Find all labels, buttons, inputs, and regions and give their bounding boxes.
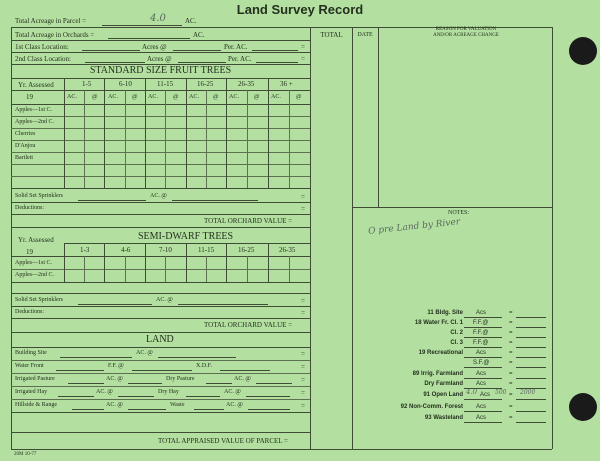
form-number: 20M 10-77 <box>14 452 37 457</box>
code-unit: S.F.@ <box>473 360 490 366</box>
std-ac-2: AC. <box>108 94 118 100</box>
row-line <box>11 360 310 361</box>
land-line <box>60 357 132 358</box>
code-line <box>516 378 546 379</box>
code-line <box>464 378 502 379</box>
land-dry-hay: Dry Hay <box>158 389 179 395</box>
land-line <box>56 370 104 371</box>
code-eq: = <box>509 350 513 356</box>
land-water-eq: = <box>301 363 305 371</box>
std-at-6: @ <box>296 94 302 100</box>
semi-yr-assessed: Yr. Assessed <box>18 236 54 244</box>
land-line <box>58 396 94 397</box>
code-line <box>516 411 546 412</box>
land-hay-eq: = <box>301 389 305 397</box>
total-col-divider <box>310 27 311 449</box>
semi-age-7-10: 7-10 <box>159 246 172 254</box>
semi-grid-v <box>165 256 166 282</box>
std-age-11-15: 11-15 <box>157 80 174 88</box>
code-label: 19 Recreational <box>418 350 463 356</box>
standard-year-prefix: 19 <box>26 93 33 101</box>
land-water-front: Water Front <box>15 363 44 369</box>
code-line <box>464 422 502 423</box>
row-line <box>11 214 310 215</box>
code-label: 92 Non-Comm. Forest <box>400 404 463 410</box>
fc-line-1 <box>82 50 140 51</box>
semi-dwarf-title: SEMI-DWARF TREES <box>138 231 234 242</box>
code-unit: Acs <box>476 371 487 377</box>
std-ac-6: AC. <box>271 94 281 100</box>
first-class-acres: Acres @ <box>142 43 167 51</box>
land-line <box>118 396 154 397</box>
std-at-5: @ <box>254 94 260 100</box>
std-spr-line-1 <box>78 200 146 201</box>
semi-year-prefix: 19 <box>26 248 33 256</box>
row-line <box>11 412 310 413</box>
code-unit: Acs <box>476 310 487 316</box>
code-label: 93 Wasteland <box>424 415 463 421</box>
row-line <box>11 116 310 117</box>
row-line <box>11 373 310 374</box>
code-unit: F.F.@ <box>473 320 489 326</box>
code-unit: Acs <box>476 415 487 421</box>
row-line <box>11 52 310 53</box>
land-w-ac: AC. @ <box>226 402 243 408</box>
land-dh-ac: AC. @ <box>224 389 241 395</box>
land-building-site: Building Site <box>15 350 47 356</box>
land-title: LAND <box>146 334 174 345</box>
punch-hole-top <box>569 37 597 65</box>
semi-age-1-3: 1-3 <box>80 246 90 254</box>
code-eq: = <box>509 392 513 398</box>
code-line <box>516 317 546 318</box>
std-deductions: Deductions: <box>15 205 44 211</box>
parcel-ac-unit: AC. <box>185 17 197 25</box>
semi-deductions: Deductions: <box>15 309 44 315</box>
code-line <box>516 399 546 400</box>
std-grid-v <box>84 90 85 188</box>
land-building-eq: = <box>301 350 305 358</box>
land-line <box>132 370 192 371</box>
code-label: 91 Open Land <box>423 392 463 398</box>
row-line <box>11 256 310 257</box>
land-hr-ac: AC. @ <box>106 402 123 408</box>
row-line <box>11 293 310 294</box>
code-label: Cl. 2 <box>450 330 463 336</box>
std-spr-line-2 <box>172 200 258 201</box>
total-appraised-value: TOTAL APPRAISED VALUE OF PARCEL = <box>158 437 288 445</box>
sc-line-2 <box>178 62 226 63</box>
std-grid-v <box>125 90 126 188</box>
code-eq: = <box>509 340 513 346</box>
first-class-per-ac: Per. AC. <box>224 43 248 51</box>
land-line <box>72 409 104 410</box>
total-header: TOTAL <box>320 31 343 39</box>
code-line <box>516 347 546 348</box>
semi-grid-v <box>289 256 290 282</box>
std-sprinklers-label: Solid Set Sprinklers <box>15 193 64 199</box>
code-eq: = <box>509 360 513 366</box>
semi-age-11-15: 11-15 <box>198 246 215 254</box>
standard-trees-title: STANDARD SIZE FRUIT TREES <box>89 65 232 76</box>
code-eq: = <box>509 381 513 387</box>
row-line <box>11 347 310 348</box>
semi-sprinklers-label: Solid Set Sprinklers <box>15 297 64 303</box>
second-class-eq: = <box>301 55 305 63</box>
second-class-acres: Acres @ <box>147 55 172 63</box>
open-land-hand-rate: 500 <box>495 389 507 396</box>
col-divider-1b <box>352 207 353 449</box>
row-line <box>11 140 310 141</box>
semi-deductions-eq: = <box>301 309 305 317</box>
row-line <box>11 164 310 165</box>
card-title: Land Survey Record <box>236 2 364 17</box>
std-age-26-35: 26-35 <box>238 80 255 88</box>
frame-bottom <box>11 449 552 450</box>
std-total-orchard-value: TOTAL ORCHARD VALUE = <box>204 217 293 225</box>
code-label: 89 Irrig. Farmland <box>412 371 463 377</box>
land-ff-at: F.F. @ <box>108 363 124 369</box>
std-sprinklers-eq: = <box>301 193 305 201</box>
std-at-2: @ <box>132 94 138 100</box>
row-line <box>11 128 310 129</box>
std-ac-5: AC. <box>229 94 239 100</box>
row-line <box>11 227 310 228</box>
land-line <box>220 370 270 371</box>
code-eq: = <box>509 404 513 410</box>
std-at-4: @ <box>213 94 219 100</box>
punch-hole-bottom <box>569 393 597 421</box>
land-hillside-range: Hillside & Range <box>15 402 57 408</box>
code-label: Dry Farmland <box>424 381 463 387</box>
semi-grid-v <box>104 243 105 282</box>
std-sprinklers-ac: AC. @ <box>150 193 167 199</box>
land-line <box>186 396 220 397</box>
open-land-hand-acres: 4.0 <box>466 388 478 396</box>
code-unit: F.F.@ <box>473 340 489 346</box>
std-grid-v <box>226 78 227 188</box>
semi-grid-v <box>226 243 227 282</box>
semi-spr-line-1 <box>78 304 152 305</box>
total-acreage-orchards-label: Total Acreage in Orchards = <box>15 31 95 39</box>
std-age-16-25: 16-25 <box>197 80 214 88</box>
std-grid-v <box>247 90 248 188</box>
semi-grid-v <box>206 256 207 282</box>
land-ih-ac: AC. @ <box>96 389 113 395</box>
code-line <box>464 337 502 338</box>
std-grid-v <box>186 78 187 188</box>
std-grid-v <box>64 78 65 188</box>
land-line <box>68 383 104 384</box>
sc-line-3 <box>256 62 298 63</box>
std-ac-3: AC. <box>148 94 158 100</box>
row-line <box>11 386 310 387</box>
date-header: DATE <box>357 32 373 38</box>
land-line <box>158 357 236 358</box>
std-deductions-eq: = <box>301 205 305 213</box>
land-line <box>206 383 232 384</box>
first-class-eq: = <box>301 43 305 51</box>
semi-age-26-35: 26-35 <box>279 246 296 254</box>
reason-header: REASON FOR VALUATION AND/OR ACREAGE CHANGE <box>433 27 499 38</box>
semi-sprinklers-ac: AC. @ <box>156 297 173 303</box>
orchards-ac-unit: AC. <box>193 31 205 39</box>
code-eq: = <box>509 371 513 377</box>
row-line <box>11 432 310 433</box>
row-line <box>11 152 310 153</box>
code-unit: Acs <box>480 392 491 398</box>
land-building-ac: AC. @ <box>136 350 153 356</box>
row-line <box>11 176 310 177</box>
land-irrigated-hay: Irrigated Hay <box>15 389 48 395</box>
land-irrigated-pasture: Irrigated Pasture <box>15 376 55 382</box>
code-line <box>464 357 502 358</box>
std-row-apples-1st: Apples—1st C. <box>15 107 53 113</box>
land-waste: Waste <box>170 402 185 408</box>
std-grid-v <box>145 78 146 188</box>
row-line <box>11 104 310 105</box>
semi-row-apples-1st: Apples—1st C. <box>15 260 53 266</box>
row-line <box>11 90 310 91</box>
sc-line-1 <box>85 62 145 63</box>
date-col-divider <box>378 27 379 207</box>
row-line <box>11 40 310 41</box>
code-line <box>464 317 502 318</box>
code-unit: F.F.@ <box>473 330 489 336</box>
fc-line-3 <box>252 50 298 51</box>
code-eq: = <box>509 330 513 336</box>
semi-grid-v <box>247 256 248 282</box>
std-at-3: @ <box>173 94 179 100</box>
code-label: Cl. 3 <box>450 340 463 346</box>
notes-divider <box>352 207 552 208</box>
total-acreage-parcel-label: Total Acreage in Parcel = <box>15 17 87 25</box>
std-grid-v <box>289 90 290 188</box>
std-row-danjou: D'Anjou <box>15 143 36 149</box>
std-age-36-plus: 36 + <box>280 80 293 88</box>
code-unit: Acs <box>476 381 487 387</box>
row-line <box>11 332 310 333</box>
semi-total-orchard-value: TOTAL ORCHARD VALUE = <box>204 321 293 329</box>
semi-row-apples-2nd: Apples—2nd C. <box>15 272 54 278</box>
code-label: 11 Bldg. Site <box>427 310 463 316</box>
parcel-acreage-value: 4.0 <box>150 13 166 24</box>
std-age-6-10: 6-10 <box>119 80 132 88</box>
code-label: 18 Water Fr. Cl. 1 <box>414 320 463 326</box>
code-line <box>464 327 502 328</box>
land-line <box>256 383 292 384</box>
code-line <box>464 411 502 412</box>
code-line <box>464 399 502 400</box>
code-line <box>516 327 546 328</box>
land-line <box>128 383 162 384</box>
semi-sprinklers-eq: = <box>301 297 305 305</box>
std-at-1: @ <box>92 94 98 100</box>
code-line <box>464 347 502 348</box>
code-eq: = <box>509 415 513 421</box>
code-unit: Acs <box>476 404 487 410</box>
row-line <box>11 399 310 400</box>
code-line <box>516 357 546 358</box>
land-xdf: X.D.F. <box>196 363 213 369</box>
handwritten-note: O pre Land by River <box>367 217 461 237</box>
semi-grid-v <box>145 243 146 282</box>
std-grid-v <box>268 78 269 188</box>
row-line <box>11 202 310 203</box>
code-unit: Acs <box>476 350 487 356</box>
second-class-location-label: 2nd Class Location: <box>15 55 71 63</box>
semi-spr-line-2 <box>178 304 268 305</box>
land-hillside-eq: = <box>301 402 305 410</box>
land-dry-pasture: Dry Pasture <box>166 376 195 382</box>
std-grid-v <box>206 90 207 188</box>
std-row-bartlett: Bartlett <box>15 155 33 161</box>
row-line <box>11 269 310 270</box>
std-row-cherries: Cherries <box>15 131 36 137</box>
code-eq: = <box>509 310 513 316</box>
first-class-location-label: 1st Class Location: <box>15 43 69 51</box>
semi-age-16-25: 16-25 <box>238 246 255 254</box>
notes-header: NOTES: <box>448 210 469 216</box>
row-line <box>64 243 310 244</box>
land-line <box>194 409 224 410</box>
row-line <box>11 188 310 189</box>
semi-grid-v <box>84 256 85 282</box>
row-line <box>11 282 310 283</box>
open-land-hand-total: 2000 <box>520 389 536 396</box>
standard-yr-assessed: Yr. Assessed <box>18 81 54 89</box>
land-line <box>246 396 290 397</box>
semi-grid-v <box>268 243 269 282</box>
std-ac-4: AC. <box>189 94 199 100</box>
row-line <box>11 78 310 79</box>
semi-age-4-6: 4-6 <box>121 246 131 254</box>
std-grid-v <box>104 78 105 188</box>
code-line <box>516 337 546 338</box>
std-grid-v <box>165 90 166 188</box>
fc-line-2 <box>173 50 221 51</box>
std-age-1-5: 1-5 <box>82 80 92 88</box>
row-line <box>11 318 310 319</box>
code-line <box>516 422 546 423</box>
semi-grid-v <box>186 243 187 282</box>
land-ip-ac: AC. @ <box>106 376 123 382</box>
orchard-acreage-line <box>108 38 190 39</box>
land-line <box>248 409 290 410</box>
std-ac-1: AC. <box>67 94 77 100</box>
land-dp-ac: AC. @ <box>234 376 251 382</box>
row-line <box>11 306 310 307</box>
land-line <box>128 409 166 410</box>
code-line <box>464 367 502 368</box>
code-line <box>516 367 546 368</box>
code-eq: = <box>509 320 513 326</box>
std-row-apples-2nd: Apples—2nd C. <box>15 119 54 125</box>
semi-grid-v <box>64 243 65 282</box>
frame-right <box>552 27 553 449</box>
second-class-per-ac: Per. AC. <box>228 55 252 63</box>
col-divider-1 <box>352 27 353 207</box>
semi-grid-v <box>125 256 126 282</box>
parcel-acreage-line <box>102 25 182 26</box>
land-pasture-eq: = <box>301 376 305 384</box>
